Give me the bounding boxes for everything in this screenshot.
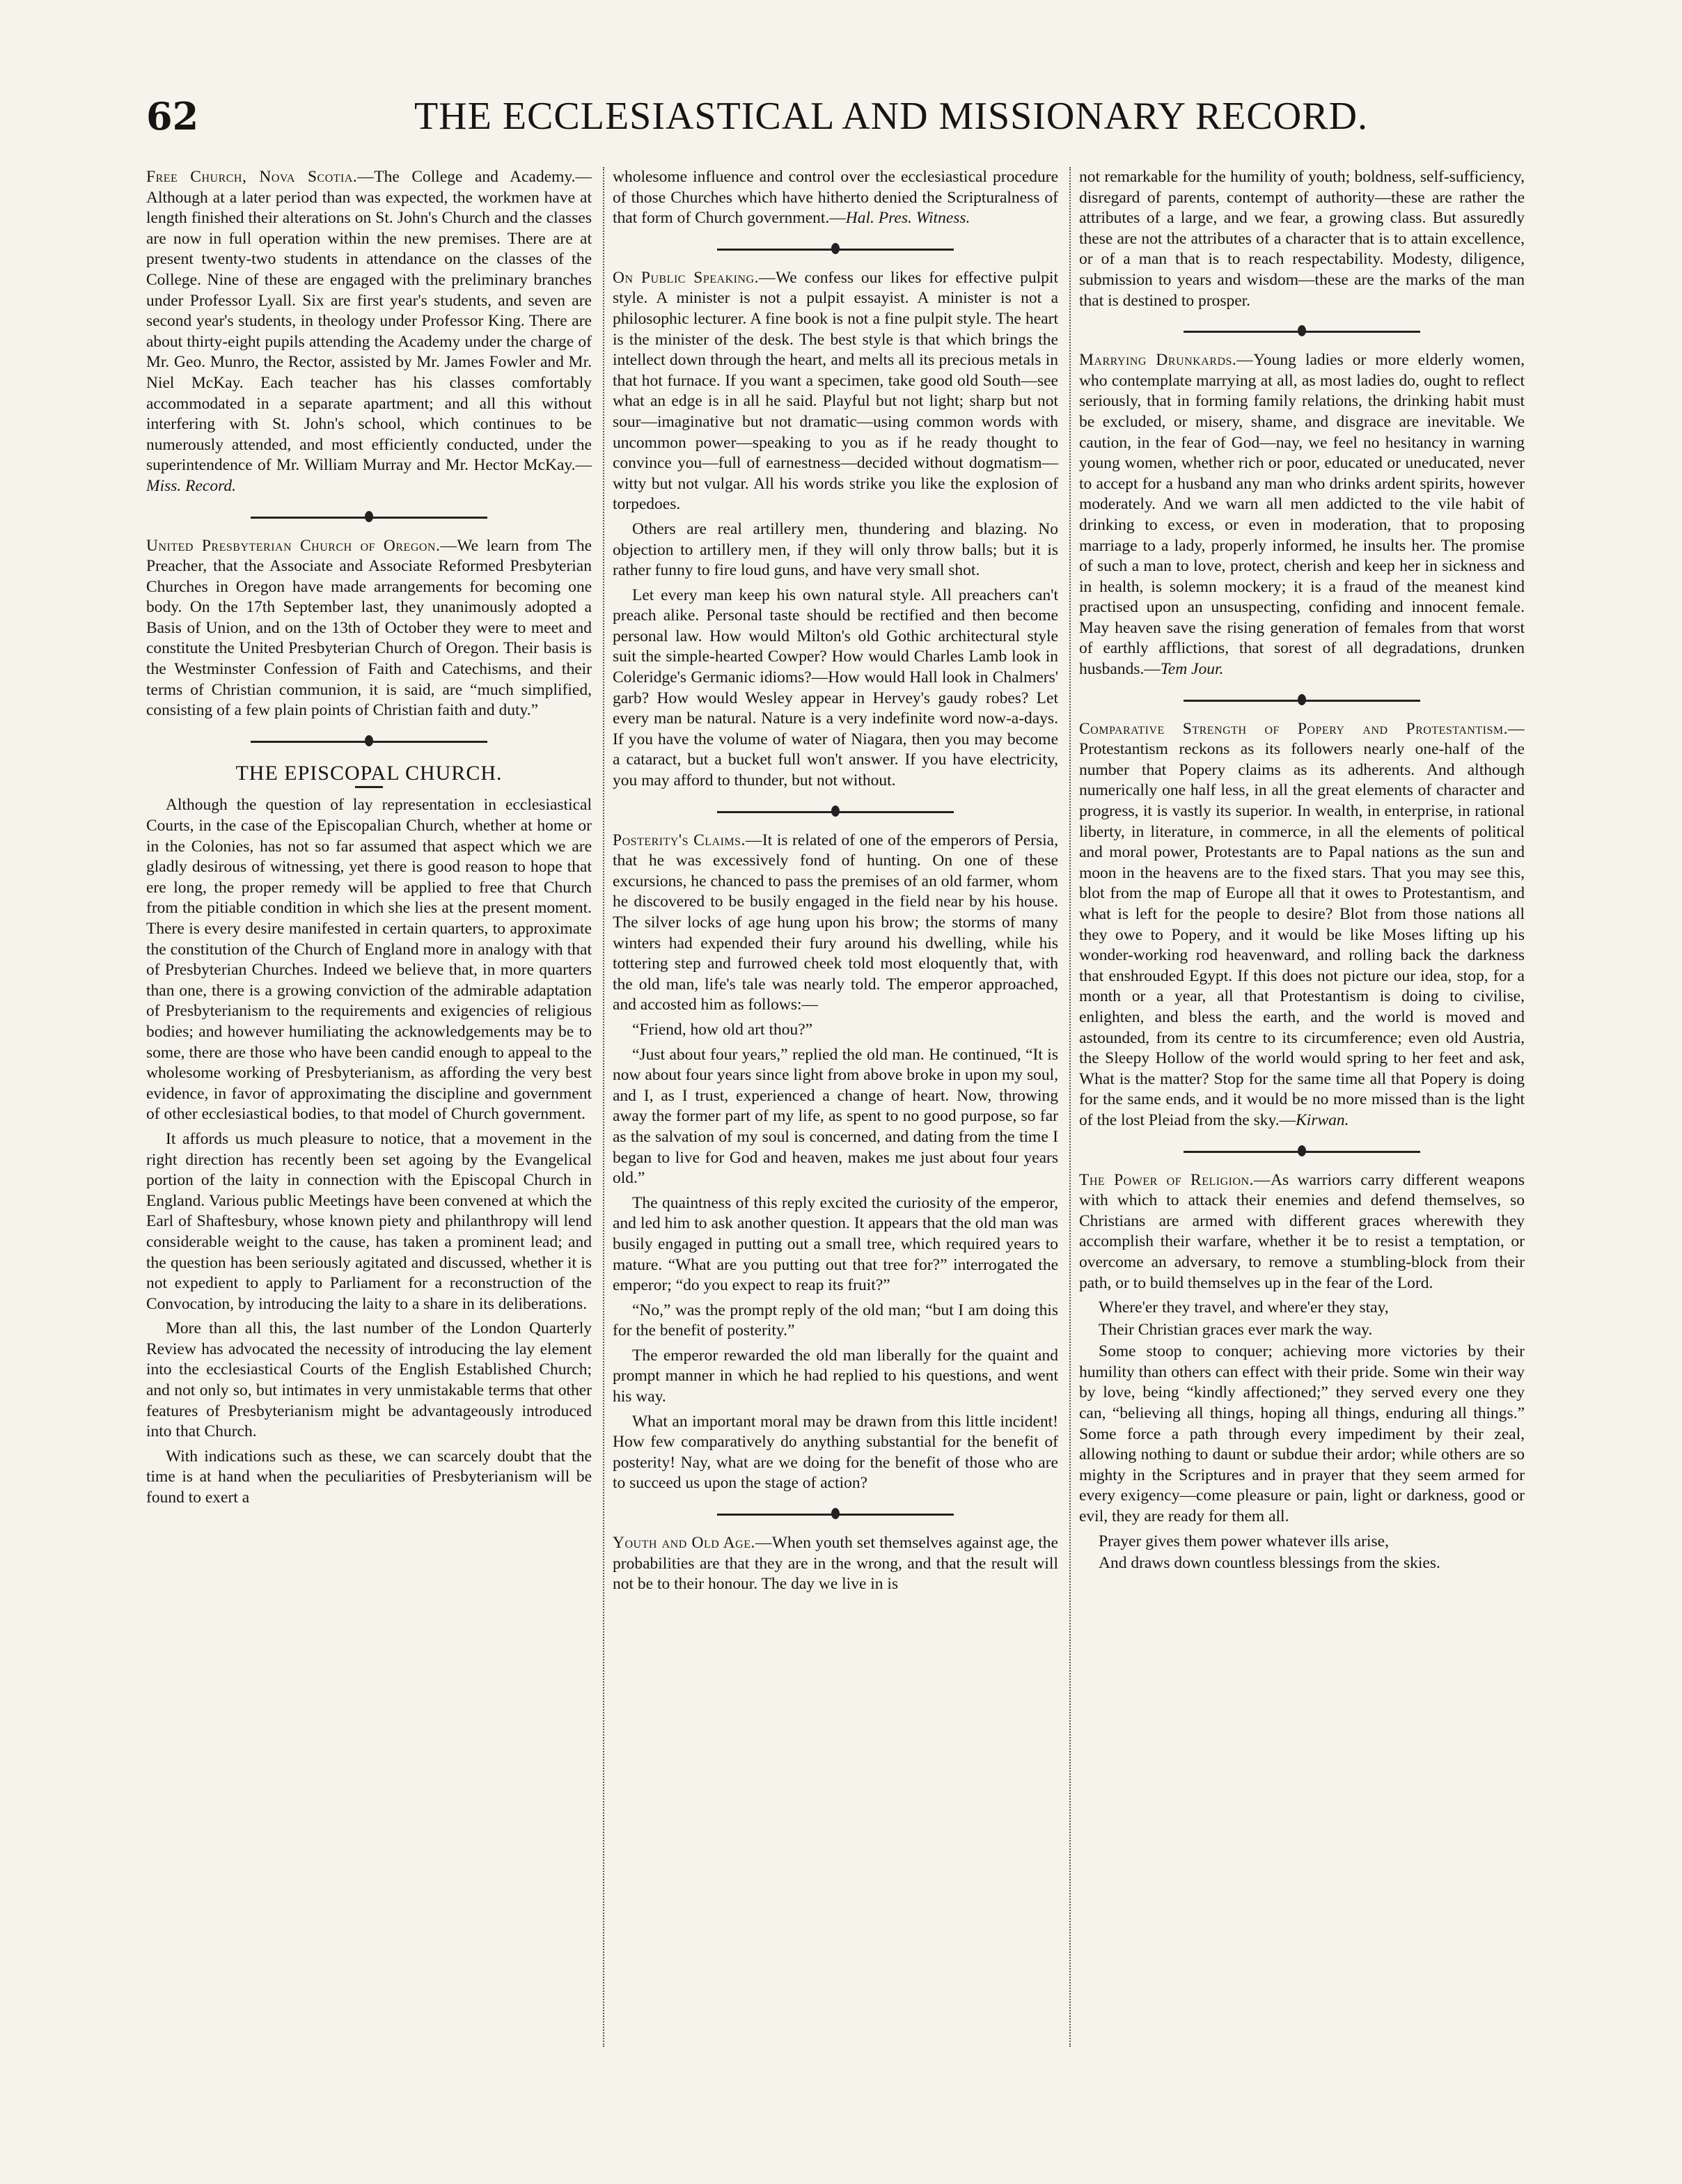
article-separator xyxy=(146,501,592,533)
article-separator xyxy=(1079,1136,1525,1168)
article-power-of-religion xyxy=(1079,1170,1525,1574)
section-heading: THE EPISCOPAL CHURCH. xyxy=(235,761,503,785)
article-body: not remarkable for the humility of youth; boldness, self-sufficiency, disregard of parents, contempt of authority—these are rather the attributes of a large, and we fear, a growing class. But assuredly these are not the attributes of a character that is to attain excellence, or of a man that is to reach respectability. Modesty, diligence, submission to years and wisdom—these are the marks of the man that is destined to prosper. xyxy=(1079,168,1525,310)
article-source: Hal. Pres. Witness. xyxy=(845,209,970,228)
article-popery-protestantism xyxy=(1079,719,1525,1131)
article-title: Youth and Old Age.— xyxy=(613,1534,772,1553)
column-rule xyxy=(1069,167,1071,2047)
article-continuation xyxy=(1079,167,1525,311)
article-separator xyxy=(1079,315,1525,347)
paragraph: The emperor rewarded the old man liberally for the quaint and prompt manner in which he had replied to his questions, and went his way. xyxy=(613,1346,1058,1406)
article-public-speaking xyxy=(613,268,1058,792)
article-episcopal-church xyxy=(146,795,592,1508)
article-title: Posterity's Claims.— xyxy=(613,831,762,849)
article-body: It is related of one of the emperors of Persia, that he was excessively fond of hunting. On one of these excursions, he chanced to pass the premises of an old farmer, whom he discovered to be busily engaged in the field near by his house. The silver locks of age hung upon his brow; the storms of many winters had expended their fury around his dwelling, while his tottering step and furrowed cheek told most eloquently that, with the old man, life's tale was nearly told. The emperor approached, and accosted him as follows:— xyxy=(613,831,1058,1014)
paragraph: “Friend, how old art thou?” xyxy=(632,1020,813,1039)
paragraph: With indications such as these, we can scarcely doubt that the time is at hand when the peculiarities of Presbyterianism will be found to exert a xyxy=(146,1447,592,1507)
verse-line: And draws down countless blessings from the skies. xyxy=(1099,1554,1440,1573)
heading-rule xyxy=(355,786,383,788)
article-title: The Power of Religion.— xyxy=(1079,1170,1271,1189)
page-number: 62 xyxy=(146,94,199,139)
paragraph: It affords us much pleasure to notice, that a movement in the right direction has recently been set agoing by the Evangelical portion of the laity in connection with the Episcopal Church in England. Various public Meetings have been convened at which the Earl of Shaftesbury, whose known piety and philanthropy will lend considerable weight to the cause, has taken a prominent lead; and the question has been seriously agitated and discussed, whether it is not expedient to apply to Parliament for a reconstruction of the Convocation, by introducing the laity to a share in its deliberations. xyxy=(146,1129,592,1313)
paragraph: Others are real artillery men, thundering and blazing. No objection to artillery men, if they will only throw balls; but it is rather funny to fire loud guns, and have very small shot. xyxy=(613,519,1058,580)
paragraph: Let every man keep his own natural style. All preachers can't preach alike. Personal taste should be rectified and then become personal law. How would Milton's old Gothic architectural style suit the simple-hearted Cowper? How would Charles Lamb look in Coleridge's Germanic idioms?—How would Hall look in Chalmers' garb? How would Wesley appear in Hervey's gaudy robes? Let every man be natural. Nature is a very indefinite word now-a-days. If you have the volume of water of Niagara, then you may become a cataract, but a bucket full won't answer. If you have electricity, you may afford to thunder, but not without. xyxy=(613,586,1058,790)
paragraph: Although the question of lay representation in ecclesiastical Courts, in the case of the Episcopalian Church, whether at home or in the Colonies, has not so far assumed that aspect which we are gladly desirous of witnessing, yet there is good reason to hope that ere long, the proper remedy will be applied to free that Church from the pitiable condition in which she lies at the present moment. There is every desire manifested in certain quarters, to approximate the constitution of the Church of England more in analogy with that of Presbyterian Churches. Indeed we believe that, in more quarters than one, there is a growing conviction of the admirable adaptation of Presbyterianism to the requirements and exigencies of religious bodies; and however humiliating the acknowledgements may be to some, there are those who have been candid enough to appeal to the wholesome working of Presbyterianism, as affording the very best evidence, in favor of approximating the discipline and government of other ecclesiastical bodies, to that model of Church government. xyxy=(146,796,592,1124)
article-title: Comparative Strength of Popery and Protestantism.— xyxy=(1079,719,1525,738)
article-united-presbyterian-oregon xyxy=(146,536,592,721)
column-2 xyxy=(613,167,1058,1599)
article-body: We confess our likes for effective pulpit style. A minister is not a pulpit essayist. A minister is not a philosophic lecturer. A fine book is not a fine pulpit style. The heart is the minister of the desk. The best style is that which brings the intellect down through the heart, and melts all its precious metals in that hot furnace. If you want a specimen, take good old South—see what an edge is in all he said. Playful but not light; sharp but not sour—imaginative but not dramatic—using common words with uncommon power—speaking to you as if he ready thought to convince you—full of earnestness—decided without dogmatism—witty but not vulgar. All his words strike you like the explosion of torpedoes. xyxy=(613,268,1058,514)
article-title: Marrying Drunkards.— xyxy=(1079,351,1254,370)
article-separator xyxy=(613,233,1058,265)
article-body: Young ladies or more elderly women, who contemplate marrying at all, as most ladies do, ought to reflect seriously, that in forming family relations, the drinking habit must be excluded, or misery, shame, and disgrace are inevitable. We caution, in the fear of God—nay, we feel no hesitancy in warning young women, whether rich or poor, educated or uneducated, never to accept for a husband any man who drinks ardent spirits, however moderately. And we warn all men addicted to the vile habit of drinking to excess, or even in moderation, that to proposing marriage to a lady, properly informed, he insults her. The promise of such a man to love, protect, cherish and keep her in sickness and in health, is solemn mockery; it is a fraud of the meanest kind practised upon an unsuspecting, confiding and innocent female. May heaven save the rising generation of females from that worst of earthly afflictions, that sorest of all degradations, drunken husbands.— xyxy=(1079,351,1525,679)
article-separator xyxy=(146,725,592,757)
page-header xyxy=(146,85,1525,148)
article-source: Kirwan. xyxy=(1296,1110,1349,1129)
article-body: When youth set themselves against age, the probabilities are that they are in the wrong, and that the result will not be to their honour. The day we live in is xyxy=(613,1534,1058,1594)
column-rule xyxy=(603,167,604,2047)
paragraph: What an important moral may be drawn from this little incident! How few comparatively do anything substantial for the benefit of posterity! Nay, what are we doing for the benefit of those who are to succeed us upon the stage of action? xyxy=(613,1412,1058,1493)
article-separator xyxy=(613,1498,1058,1530)
article-body: Protestantism reckons as its followers nearly one-half of the number that Popery claims as its adherents. And although numerically one half less, in all the great elements of character and progress, it is vastly its superior. In wealth, in enterprise, in rational liberty, in literature, in commerce, in all the elements of political and moral power, Protestants are to Papal nations as the sun and moon in the heavens are to the fixed stars. That you may see this, blot from the map of Europe all that it owes to Protestantism, and what is left for the people to desire? Blot from those nations all they owe to Popery, and it would be like Moses lifting up his wonder-working rod heavenward, and rolling back the darkness that enshrouded Egypt. If this does not picture our idea, stop, for a month or a year, all that Protestantism is doing to civilise, enlighten, and bless the earth, and the world is moved and astounded, from its centre to its circumference; even old Austria, the Sleepy Hollow of the world would spring to her feet and ask, What is the matter? Stop for the same time all that Popery is doing for the same ends, and it would be no more missed than is the light of the lost Pleiad from the sky.— xyxy=(1079,740,1525,1129)
article-free-church-nova-scotia xyxy=(146,167,592,497)
article-source: Tem Jour. xyxy=(1160,660,1224,679)
paragraph: The quaintness of this reply excited the curiosity of the emperor, and led him to ask another question. It appears that the old man was busily engaged in putting out a small tree, which required years to mature. “What are you putting out that tree for?” interrogated the emperor; “do you expect to reap its fruit?” xyxy=(613,1193,1058,1295)
verse-couplet xyxy=(1079,1298,1525,1340)
article-source: Miss. Record. xyxy=(146,476,237,495)
article-body: As warriors carry different weapons with which to attack their enemies and defend themselves, so Christians are armed with different graces wherewith they accomplish their warfare, whether it be to resist a temptation, or overcome an adversary, to remove a stumbling-block from their path, or to build themselves up in the fear of the Lord. xyxy=(1079,1170,1525,1292)
column-1 xyxy=(146,167,592,1513)
masthead-title: THE ECCLESIASTICAL AND MISSIONARY RECORD. xyxy=(414,95,1369,138)
verse-couplet xyxy=(1079,1532,1525,1574)
paragraph: Some stoop to conquer; achieving more victories by their humility than others can effect with their pride. Some win their way by love, being “kindly affectioned;” they served every one they can, “believing all things, hoping all things, enduring all things.” Some force a path through every impediment by their zeal, allowing nothing to daunt or subdue their ardor; while others are so mighty in the Scriptures and in prayer that they seem armed for every exigency—come pleasure or pain, light or darkness, good or evil, they are ready for them all. xyxy=(1079,1342,1525,1526)
article-separator xyxy=(613,796,1058,828)
column-3 xyxy=(1079,167,1525,1576)
article-body: wholesome influence and control over the ecclesiastical procedure of those Churches which have hitherto denied the Scripturalness of that form of Church government.— xyxy=(613,168,1058,228)
verse-line: Where'er they travel, and where'er they stay, xyxy=(1099,1298,1389,1317)
article-marrying-drunkards xyxy=(1079,350,1525,680)
article-posterity-claims xyxy=(613,831,1058,1494)
article-body: We learn from The Preacher, that the Associate and Associate Reformed Presbyterian Churches in Oregon have made arrangements for becoming one body. On the 17th September last, they unanimously adopted a Basis of Union, and on the 13th of October they were to meet and constitute the United Presbyterian Church of Oregon. Their basis is the Westminster Confession of Faith and Catechisms, and their terms of Christian communion, it is said, are “much simplified, consisting of a few plain points of Christian faith and duty.” xyxy=(146,536,592,720)
paragraph: “No,” was the prompt reply of the old man; “but I am doing this for the benefit of posterity.” xyxy=(613,1301,1058,1340)
article-continuation xyxy=(613,167,1058,229)
article-title: On Public Speaking.— xyxy=(613,268,776,287)
paragraph: More than all this, the last number of the London Quarterly Review has advocated the necessity of introducing the lay element into the ecclesiastical Courts of the English Established Church; and not only so, but intimates in very unmistakable terms that other features of Presbyterianism might be advantageously introduced into that Church. xyxy=(146,1319,592,1441)
article-separator xyxy=(1079,684,1525,716)
verse-line: Prayer gives them power whatever ills arise, xyxy=(1099,1532,1389,1550)
article-title: Free Church, Nova Scotia.— xyxy=(146,168,375,186)
paragraph: “Just about four years,” replied the old man. He continued, “It is now about four years since light from above broke in upon my soul, and I, as I trust, experienced a change of heart. Now, throwing away the former part of my life, as spent to no good purpose, so far as the salvation of my soul is concerned, and dating from the time I began to live for God and heaven, makes me just about four years old.” xyxy=(613,1045,1058,1188)
article-body: The College and Academy.—Although at a later period than was expected, the workmen have at length finished their alterations on St. John's Church and the classes are now in full operation within the new premises. There are at present twenty-two students in attendance on the classes of the College. Nine of these are engaged with the preliminary branches under Professor Lyall. Six are first year's students, and seven are second year's students, in theology under Professor King. There are about thirty-eight pupils attending the Academy under the charge of Mr. Geo. Munro, the Rector, assisted by Mr. James Fowler and Mr. Niel McKay. Each teacher has his classes comfortably accommodated in a separate apartment; and all this without interfering with St. John's school, which continues to be numerously attended, and most efficiently conducted, under the superintendence of Mr. William Murray and Mr. Hector McKay.— xyxy=(146,168,592,475)
article-title: United Presbyterian Church of Oregon.— xyxy=(146,536,457,555)
verse-line: Their Christian graces ever mark the way. xyxy=(1099,1320,1373,1339)
article-youth-old-age xyxy=(613,1533,1058,1595)
